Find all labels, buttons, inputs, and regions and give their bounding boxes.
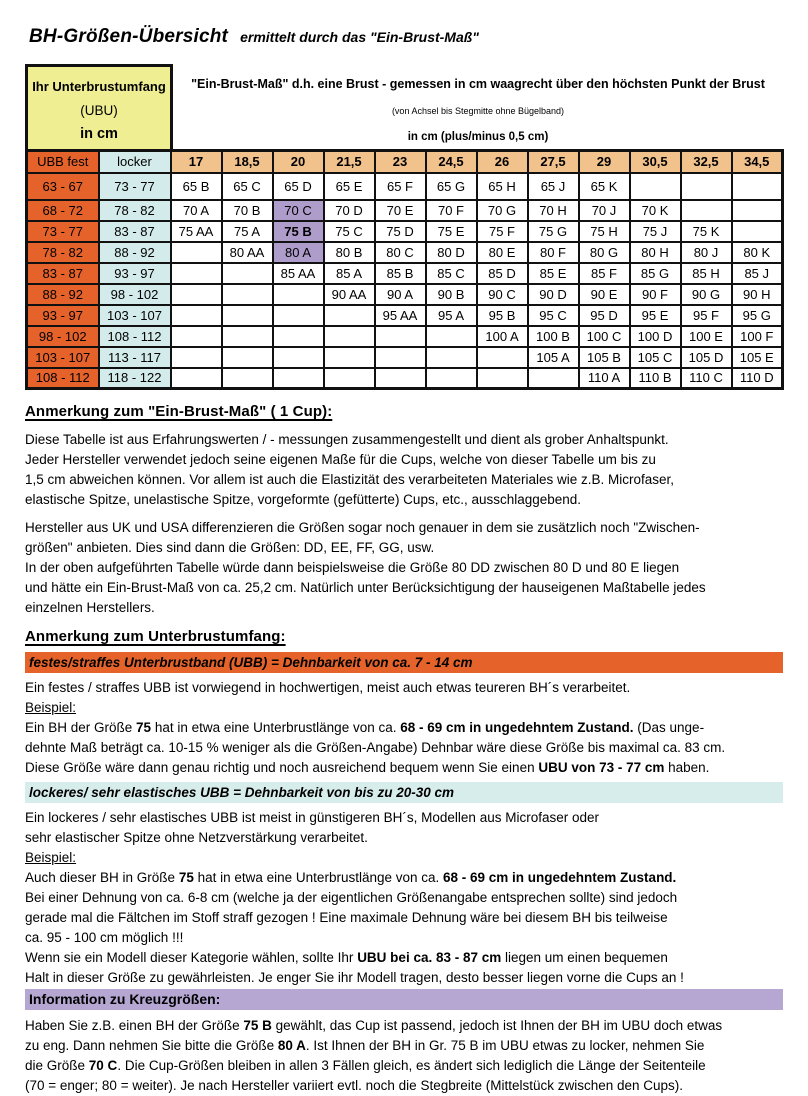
size-cell: 110 A bbox=[579, 368, 630, 389]
paragraph-cup-2 bbox=[25, 518, 783, 618]
size-cell: 100 F bbox=[732, 326, 783, 347]
size-table-header bbox=[25, 64, 783, 149]
size-cell: 80 H bbox=[630, 242, 681, 263]
table-row bbox=[27, 347, 783, 368]
size-cell: 95 AA bbox=[375, 305, 426, 326]
text-line: und hätte ein Ein-Brust-Maß von ca. 25,2 cm. Natürlich unter Berücksichtigung der hauseigenen Maßtabelle jedes bbox=[25, 580, 706, 595]
size-cell: 65 F bbox=[375, 173, 426, 200]
size-cell: 85 A bbox=[324, 263, 375, 284]
size-cell bbox=[222, 263, 273, 284]
text-line: dehnte Maß beträgt ca. 10-15 % weniger als die Größen-Angabe) Dehnbar wäre diese Größe bis maximal ca. 83 cm. bbox=[25, 740, 726, 755]
size-cell: 85 D bbox=[477, 263, 528, 284]
locker-range-cell: 118 - 122 bbox=[99, 368, 171, 389]
size-cell: 105 D bbox=[681, 347, 732, 368]
size-cell: 80 J bbox=[681, 242, 732, 263]
ubb-range-cell: 103 - 107 bbox=[27, 347, 99, 368]
size-cell bbox=[171, 347, 222, 368]
size-cell: 80 G bbox=[579, 242, 630, 263]
size-cell: 90 E bbox=[579, 284, 630, 305]
text-line: ca. 95 - 100 cm möglich !!! bbox=[25, 930, 184, 945]
locker-range-cell: 73 - 77 bbox=[99, 173, 171, 200]
locker-range-cell: 78 - 82 bbox=[99, 200, 171, 221]
size-cell: 90 C bbox=[477, 284, 528, 305]
size-cell bbox=[375, 326, 426, 347]
size-cell bbox=[324, 347, 375, 368]
paragraph-kreuzgroessen bbox=[25, 1016, 783, 1096]
size-cell: 100 C bbox=[579, 326, 630, 347]
size-cell bbox=[477, 347, 528, 368]
size-cell: 85 G bbox=[630, 263, 681, 284]
size-cell bbox=[171, 242, 222, 263]
size-cell: 85 C bbox=[426, 263, 477, 284]
measurement-note bbox=[173, 64, 783, 149]
measurement-note-line-1: "Ein-Brust-Maß" d.h. eine Brust - gemessen in cm waagrecht über den höchsten Punkt der Brust bbox=[191, 77, 765, 91]
ubb-range-cell: 78 - 82 bbox=[27, 242, 99, 263]
size-cell: 75 A bbox=[222, 221, 273, 242]
table-row bbox=[27, 284, 783, 305]
size-cell: 80 AA bbox=[222, 242, 273, 263]
size-cell: 100 E bbox=[681, 326, 732, 347]
size-cell bbox=[171, 326, 222, 347]
col-header-size: 26 bbox=[477, 151, 528, 173]
paragraph-locker-ubb bbox=[25, 808, 783, 988]
size-cell: 95 F bbox=[681, 305, 732, 326]
highlight-bar-locker-ubb: lockeres/ sehr elastisches UBB = Dehnbarkeit von bis zu 20-30 cm bbox=[25, 782, 783, 803]
size-cell: 90 F bbox=[630, 284, 681, 305]
size-cell bbox=[324, 305, 375, 326]
locker-range-cell: 113 - 117 bbox=[99, 347, 171, 368]
text-line: Haben Sie z.B. einen BH der Größe 75 B gewählt, das Cup ist passend, jedoch ist Ihnen der BH im UBU doch etwas bbox=[25, 1018, 723, 1033]
size-cell: 75 D bbox=[375, 221, 426, 242]
size-cell: 80 C bbox=[375, 242, 426, 263]
table-row bbox=[27, 173, 783, 200]
size-cell bbox=[222, 347, 273, 368]
size-cell: 70 B bbox=[222, 200, 273, 221]
size-cell: 95 A bbox=[426, 305, 477, 326]
size-cell: 85 J bbox=[732, 263, 783, 284]
table-row bbox=[27, 368, 783, 389]
size-cell: 75 K bbox=[681, 221, 732, 242]
size-cell: 75 E bbox=[426, 221, 477, 242]
corner-line-1: Ihr Unterbrustumfang bbox=[32, 79, 166, 94]
locker-range-cell: 108 - 112 bbox=[99, 326, 171, 347]
size-cell: 65 E bbox=[324, 173, 375, 200]
locker-range-cell: 93 - 97 bbox=[99, 263, 171, 284]
text-line: Ein festes / straffes UBB ist vorwiegend in hochwertigen, meist auch etwas teureren BH´s verarbeitet. bbox=[25, 680, 631, 695]
underbust-corner-header bbox=[25, 64, 173, 149]
size-cell: 90 G bbox=[681, 284, 732, 305]
size-cell: 65 D bbox=[273, 173, 324, 200]
size-cell bbox=[375, 347, 426, 368]
notes-content bbox=[25, 403, 783, 1096]
text-line: Auch dieser BH in Größe 75 hat in etwa eine Unterbrustlänge von ca. 68 - 69 cm in ungedehntem Zustand. bbox=[25, 870, 677, 885]
col-header-size: 24,5 bbox=[426, 151, 477, 173]
size-cell: 95 C bbox=[528, 305, 579, 326]
size-cell: 65 J bbox=[528, 173, 579, 200]
ubb-range-cell: 83 - 87 bbox=[27, 263, 99, 284]
text-line: Hersteller aus UK und USA differenzieren die Größen sogar noch genauer in dem sie zusätzlich noch "Zwischen- bbox=[25, 520, 700, 535]
size-cell: 90 AA bbox=[324, 284, 375, 305]
col-header-size: 27,5 bbox=[528, 151, 579, 173]
size-cell: 70 K bbox=[630, 200, 681, 221]
size-cell bbox=[273, 305, 324, 326]
size-cell: 100 D bbox=[630, 326, 681, 347]
col-header-size: 20 bbox=[273, 151, 324, 173]
col-header-size: 21,5 bbox=[324, 151, 375, 173]
size-cell: 65 H bbox=[477, 173, 528, 200]
size-cell bbox=[273, 284, 324, 305]
size-cell: 100 A bbox=[477, 326, 528, 347]
size-cell: 105 B bbox=[579, 347, 630, 368]
table-row bbox=[27, 305, 783, 326]
highlight-bar-fest-ubb: festes/straffes Unterbrustband (UBB) = Dehnbarkeit von ca. 7 - 14 cm bbox=[25, 652, 783, 673]
size-cell bbox=[477, 368, 528, 389]
size-cell: 105 C bbox=[630, 347, 681, 368]
size-cell bbox=[171, 284, 222, 305]
page-title: BH-Größen-Übersicht bbox=[29, 26, 229, 47]
page-subtitle: ermittelt durch das "Ein-Brust-Maß" bbox=[240, 29, 479, 45]
corner-line-2: (UBU) bbox=[80, 102, 118, 118]
text-line: Diese Tabelle ist aus Erfahrungswerten / - messungen zusammengestellt und dient als grober Anhaltspunkt. bbox=[25, 432, 669, 447]
size-cell bbox=[273, 347, 324, 368]
text-line: Ein BH der Größe 75 hat in etwa eine Unterbrustlänge von ca. 68 - 69 cm in ungedehntem Zustand. (Das unge- bbox=[25, 720, 705, 735]
size-cell: 105 A bbox=[528, 347, 579, 368]
size-cell: 80 E bbox=[477, 242, 528, 263]
table-row bbox=[27, 242, 783, 263]
size-cell bbox=[324, 368, 375, 389]
corner-line-3: in cm bbox=[80, 126, 118, 142]
ubb-range-cell: 93 - 97 bbox=[27, 305, 99, 326]
text-line: Diese Größe wäre dann genau richtig und noch ausreichend bequem wenn Sie einen UBU von 73 - 77 cm haben. bbox=[25, 760, 710, 775]
column-header-row bbox=[27, 151, 783, 173]
col-header-size: 34,5 bbox=[732, 151, 783, 173]
size-cell bbox=[222, 368, 273, 389]
size-cell: 75 G bbox=[528, 221, 579, 242]
size-cell: 70 F bbox=[426, 200, 477, 221]
size-cell: 85 AA bbox=[273, 263, 324, 284]
size-cell bbox=[273, 368, 324, 389]
size-cell: 95 B bbox=[477, 305, 528, 326]
col-header-locker: locker bbox=[99, 151, 171, 173]
text-line: sehr elastischer Spitze ohne Netzverstärkung verarbeitet. bbox=[25, 830, 368, 845]
locker-range-cell: 98 - 102 bbox=[99, 284, 171, 305]
size-cell bbox=[171, 305, 222, 326]
text-line: elastische Spitze, unelastische Spitze, vorgeformte (gefütterte) Cups, etc., ausschlaggebend. bbox=[25, 492, 582, 507]
size-cell bbox=[732, 200, 783, 221]
text-line: Beispiel: bbox=[25, 700, 77, 715]
size-cell: 65 B bbox=[171, 173, 222, 200]
text-line: (70 = enger; 80 = weiter). Je nach Hersteller variiert evtl. noch die Stegbreite (Mittelstück zwischen den Cups). bbox=[25, 1078, 684, 1093]
section-heading-underbust-note: Anmerkung zum Unterbrustumfang: bbox=[25, 628, 286, 645]
title-row bbox=[29, 0, 783, 48]
size-cell: 100 B bbox=[528, 326, 579, 347]
size-cell: 85 H bbox=[681, 263, 732, 284]
col-header-size: 23 bbox=[375, 151, 426, 173]
col-header-size: 17 bbox=[171, 151, 222, 173]
size-cell: 65 K bbox=[579, 173, 630, 200]
text-line: Ein lockeres / sehr elastisches UBB ist meist in günstigeren BH´s, Modellen aus Microfaser oder bbox=[25, 810, 599, 825]
size-cell: 70 A bbox=[171, 200, 222, 221]
size-cell: 75 H bbox=[579, 221, 630, 242]
locker-range-cell: 83 - 87 bbox=[99, 221, 171, 242]
col-header-ubb-fest: UBB fest bbox=[27, 151, 99, 173]
size-cell: 70 D bbox=[324, 200, 375, 221]
ubb-range-cell: 108 - 112 bbox=[27, 368, 99, 389]
size-cell: 85 F bbox=[579, 263, 630, 284]
size-cell: 75 J bbox=[630, 221, 681, 242]
size-cell: 70 G bbox=[477, 200, 528, 221]
size-cell: 110 D bbox=[732, 368, 783, 389]
text-line: Beispiel: bbox=[25, 850, 77, 865]
size-cell bbox=[324, 326, 375, 347]
text-line: die Größe 70 C. Die Cup-Größen bleiben in allen 3 Fällen gleich, es ändert sich lediglich die Länge der Seitenteile bbox=[25, 1058, 706, 1073]
size-cell: 90 A bbox=[375, 284, 426, 305]
measurement-note-line-3: in cm (plus/minus 0,5 cm) bbox=[407, 131, 549, 143]
col-header-size: 30,5 bbox=[630, 151, 681, 173]
size-cell bbox=[171, 263, 222, 284]
highlighted-size-cell: 80 A bbox=[273, 242, 324, 263]
size-cell: 90 B bbox=[426, 284, 477, 305]
col-header-size: 18,5 bbox=[222, 151, 273, 173]
size-cell: 110 C bbox=[681, 368, 732, 389]
size-cell: 75 C bbox=[324, 221, 375, 242]
ubb-range-cell: 63 - 67 bbox=[27, 173, 99, 200]
text-line: Halt in dieser Größe zu gewährleisten. Je enger Sie ihr Modell tragen, desto besser liegen vorne die Cups an ! bbox=[25, 970, 684, 985]
size-cell: 70 E bbox=[375, 200, 426, 221]
size-cell bbox=[630, 173, 681, 200]
size-cell: 75 F bbox=[477, 221, 528, 242]
size-cell bbox=[222, 305, 273, 326]
size-cell: 110 B bbox=[630, 368, 681, 389]
size-cell bbox=[171, 368, 222, 389]
locker-range-cell: 88 - 92 bbox=[99, 242, 171, 263]
ubb-range-cell: 73 - 77 bbox=[27, 221, 99, 242]
bra-size-table bbox=[25, 149, 784, 390]
text-line: Wenn sie ein Modell dieser Kategorie wählen, sollte Ihr UBU bei ca. 83 - 87 cm liegen um einen bequemen bbox=[25, 950, 668, 965]
size-cell: 75 AA bbox=[171, 221, 222, 242]
paragraph-fest-ubb bbox=[25, 678, 783, 778]
text-line: gerade mal die Fältchen im Stoff straff gezogen ! Eine maximale Dehnung wäre bei diesem BH bis teilweise bbox=[25, 910, 668, 925]
size-cell bbox=[732, 221, 783, 242]
table-row bbox=[27, 200, 783, 221]
size-cell: 85 B bbox=[375, 263, 426, 284]
size-cell bbox=[528, 368, 579, 389]
size-cell: 95 E bbox=[630, 305, 681, 326]
col-header-size: 32,5 bbox=[681, 151, 732, 173]
ubb-range-cell: 98 - 102 bbox=[27, 326, 99, 347]
document-page bbox=[25, 0, 783, 1096]
size-cell: 105 E bbox=[732, 347, 783, 368]
size-cell bbox=[222, 326, 273, 347]
size-cell bbox=[222, 284, 273, 305]
table-row bbox=[27, 221, 783, 242]
size-cell bbox=[681, 200, 732, 221]
size-cell bbox=[681, 173, 732, 200]
text-line: zu eng. Dann nehmen Sie bitte die Größe 80 A. Ist Ihnen der BH in Gr. 75 B im UBU etwas zu locker, nehmen Sie bbox=[25, 1038, 705, 1053]
measurement-note-line-2: (von Achsel bis Stegmitte ohne Bügelband) bbox=[391, 106, 565, 116]
size-cell: 70 H bbox=[528, 200, 579, 221]
text-line: Bei einer Dehnung von ca. 6-8 cm (welche ja der eigentlichen Größenangabe entsprechen sollte) sind jedoch bbox=[25, 890, 678, 905]
size-cell bbox=[426, 326, 477, 347]
size-cell: 70 J bbox=[579, 200, 630, 221]
highlighted-size-cell: 75 B bbox=[273, 221, 324, 242]
text-line: größen" anbieten. Dies sind dann die Größen: DD, EE, FF, GG, usw. bbox=[25, 540, 435, 555]
col-header-size: 29 bbox=[579, 151, 630, 173]
size-cell: 90 H bbox=[732, 284, 783, 305]
size-cell: 80 F bbox=[528, 242, 579, 263]
size-cell: 80 D bbox=[426, 242, 477, 263]
size-cell bbox=[273, 326, 324, 347]
size-cell: 95 D bbox=[579, 305, 630, 326]
locker-range-cell: 103 - 107 bbox=[99, 305, 171, 326]
text-line: einzelnen Herstellers. bbox=[25, 600, 155, 615]
size-cell bbox=[375, 368, 426, 389]
ubb-range-cell: 68 - 72 bbox=[27, 200, 99, 221]
ubb-range-cell: 88 - 92 bbox=[27, 284, 99, 305]
highlighted-size-cell: 70 C bbox=[273, 200, 324, 221]
text-line: In der oben aufgeführten Tabelle würde dann beispielsweise die Größe 80 DD zwischen 80 D und 80 E liegen bbox=[25, 560, 680, 575]
size-cell: 65 G bbox=[426, 173, 477, 200]
size-cell: 80 B bbox=[324, 242, 375, 263]
size-cell: 65 C bbox=[222, 173, 273, 200]
text-line: Jeder Hersteller verwendet jedoch seine eigenen Maße für die Cups, welche von dieser Tabelle um bis zu bbox=[25, 452, 656, 467]
size-cell bbox=[426, 347, 477, 368]
table-row bbox=[27, 326, 783, 347]
section-heading-cup-note: Anmerkung zum "Ein-Brust-Maß" ( 1 Cup): bbox=[25, 403, 333, 420]
text-line: 1,5 cm abweichen können. Vor allem ist auch die Elastizität des verarbeiteten Materiales wie z.B. Microfaser, bbox=[25, 472, 675, 487]
size-cell bbox=[426, 368, 477, 389]
paragraph-cup-1 bbox=[25, 430, 783, 510]
size-cell: 80 K bbox=[732, 242, 783, 263]
size-cell: 85 E bbox=[528, 263, 579, 284]
size-cell bbox=[732, 173, 783, 200]
table-row bbox=[27, 263, 783, 284]
highlight-bar-kreuzgroessen: Information zu Kreuzgrößen: bbox=[25, 989, 783, 1010]
size-cell: 90 D bbox=[528, 284, 579, 305]
size-cell: 95 G bbox=[732, 305, 783, 326]
